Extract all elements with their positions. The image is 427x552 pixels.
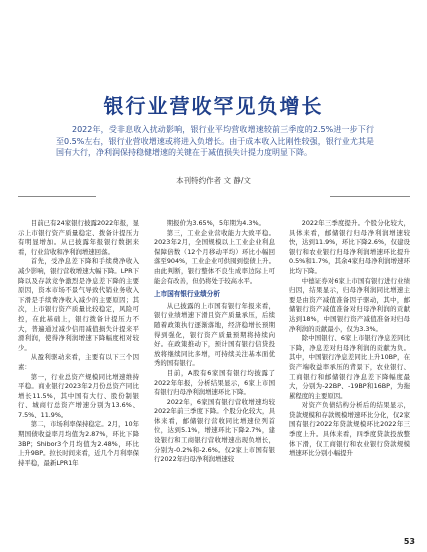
divider-left — [18, 196, 96, 197]
paragraph: 2022年，6家国有银行营收增速均较2022年前三季度下降。个股分化较大，具体来看，邮储银行营收同比增速位列首位，达到5.1%，增速环比下降2.7%，建设银行和工商银行营收增速出现负增长，分别为-0.2%和-2.6%。仅2家上市国有银行2022年归母净利润增速较 — [154, 397, 275, 464]
paragraph: 对资产负债结构分析后的结果显示，贷款规模和存款规模增速环比分化，仅2家国有银行2022年贷款规模环比2022年三季度上升。具体来看，四季度贷款投放整体下滑，仅工商银行和农业银行贷款规模增速环比分别小幅提升 — [289, 401, 410, 458]
article-abstract: 2022年，受非息收入扰动影响，银行业平均营收增速较前三季度的2.5%进一步下行至0.5%左右，银行业营收增速或将进入负增长。由于成本收入比刚性较强，银行业尤其是国有大行，净利润保持稳健增速的关键在于减值损失计提力度明显下降。 — [56, 125, 374, 157]
paragraph: 从已披露的上市国有银行年报来看，银行业绩增速下滑且资产质量承压，后续随着政策执行逐渐落地，经济稳增长预期得到强化，银行资产质量预期将持续向好。在政策推动下，预计国有银行信贷投放将继续同比多增，可持续关注基本面优秀的国有银行。 — [154, 301, 275, 368]
divider-right — [330, 196, 410, 197]
article-title: 银行业营收罕见负增长 — [103, 94, 324, 118]
paragraph: 期报价为3.65%，5年期为4.3%。 — [166, 219, 265, 227]
paragraph: 中德证券对6家上市国有银行进行业绩归因，结果显示，归母净利润同比增速主要是由资产减值准备因子驱动，其中，邮储银行资产减值准备对归母净利润的贡献达到18%，中国银行资产减值准备对归母净利润的贡献最小，仅为3.3%。 — [289, 276, 410, 333]
paragraph: 除中国银行、6家上市银行净息差同比下降，净息差对归母净利润的贡献为负。其中，中国银行净息差同比上升10BP，在资产端收益率承压的背景下，农业银行、工商银行和邮储银行净息差下降幅度最大，分别为-22BP、-19BP和16BP，为拖累程度的主要原因。 — [289, 334, 410, 400]
column-2 — [154, 219, 275, 465]
paragraph: 第二，市场利率保持稳定。2月，10年期国债收益率月均值为2.87%，环比下降3BP；Shibor3个月均值为2.48%，环比上升9BP。拉长时间来看，近几个月利率保持平稳，最新LPR1年 — [18, 420, 139, 467]
paragraph: 第一，行业总资产规模同比增速维持平稳。商业银行2023年2月份总资产同比增长11.5%，其中国有大行、股份制银行、城商行总资产增速分别为13.6%、7.5%、11.9%。 — [18, 372, 139, 419]
page-number: 53 — [403, 537, 415, 546]
paragraph: 从盈利驱动来看，主要有以下三个因素： — [18, 353, 139, 371]
byline: 本刊特约作者 文 静/文 — [176, 176, 251, 185]
column-3 — [289, 219, 410, 459]
section-heading: 上市国有银行业绩分析 — [154, 290, 220, 299]
paragraph: 目前，A股有6家国有银行均披露了2022年年报，分析结果显示，6家上市国有银行归母净利润增速环比下降。 — [154, 368, 275, 397]
paragraph: 首先，受净息差下降和手续费净收入减少影响，银行营收增速大幅下降。LPR下降以及存款竞争激烈是净息差下降的主要原因，资本市场不景气导致代销业务收入下滑是手续费净收入减少的主要原因；其次，上市银行资产质量比较稳定，风险可控，在此基础上，银行拨备计提压力不大，普遍通过减少信用减值损失计提来平滑利润，使得净利润增速下降幅度相对较少。 — [18, 257, 139, 352]
paragraph: 第三，工业企业营收能力大致平稳。2023年2月，全国规模以上工业企业利息保障倍数（12个月移动平均）环比小幅回落至904%，工业企业可供囤到偿债上升。由此判断，银行整体不良生成率边际上可能会有改善，但仍将处于较高水平。 — [154, 228, 275, 285]
paragraph: 目前已有24家银行披露2022年报，显示上市银行资产质量稳定、拨备计提压力有明显增加。从已披露年报银行数据来看，行业营收和净利润增速回落。 — [18, 219, 139, 256]
paragraph: 2022年三季度提升。个股分化较大，具体来看，邮储银行归母净利润增速较快，达到11.9%，环比下降2.6%，仅建设银行和农业银行归母净利润增速环比提升0.5%和1.7%，其余4家归母净利润增速环比均下降。 — [289, 219, 410, 275]
column-1 — [18, 219, 139, 468]
